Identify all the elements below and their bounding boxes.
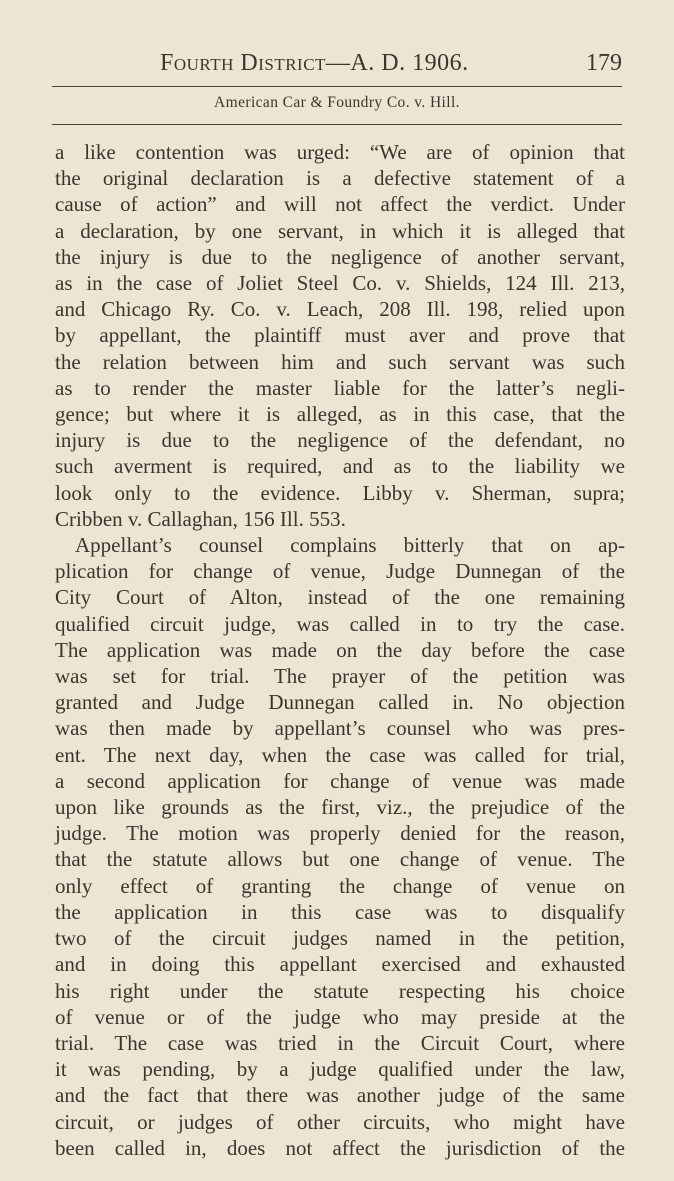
body-text	[55, 139, 625, 1161]
text-line: such averment is required, and as to the liability we	[55, 454, 625, 479]
text-line: and Chicago Ry. Co. v. Leach, 208 Ill. 198, relied upon	[55, 297, 625, 322]
text-line: City Court of Alton, instead of the one remaining	[55, 585, 625, 610]
text-line: two of the circuit judges named in the petition,	[55, 926, 625, 951]
text-line: a second application for change of venue was made	[55, 768, 625, 793]
text-line: cause of action” and will not affect the verdict. Under	[55, 192, 625, 217]
subheader-rule	[52, 124, 622, 125]
text-line: a declaration, by one servant, in which it is alleged that	[55, 218, 625, 243]
text-line: circuit, or judges of other circuits, who might have	[55, 1109, 625, 1134]
header-rule	[52, 86, 622, 87]
text-line: by appellant, the plaintiff must aver and prove that	[55, 323, 625, 348]
text-line: upon like grounds as the first, viz., the prejudice of the	[55, 795, 625, 820]
text-line: plication for change of venue, Judge Dunnegan of the	[55, 559, 625, 584]
text-line: The application was made on the day before the case	[55, 637, 625, 662]
text-line: his right under the statute respecting his choice	[55, 978, 625, 1003]
text-line: was set for trial. The prayer of the petition was	[55, 664, 625, 689]
text-line: that the statute allows but one change of venue. The	[55, 847, 625, 872]
text-line: as in the case of Joliet Steel Co. v. Shields, 124 Ill. 213,	[55, 271, 625, 296]
text-line: look only to the evidence. Libby v. Sherman, supra;	[55, 480, 625, 505]
text-line: the application in this case was to disqualify	[55, 899, 625, 924]
page-number: 179	[586, 50, 622, 76]
text-line: the original declaration is a defective statement of a	[55, 166, 625, 191]
text-line: Appellant’s counsel complains bitterly that on ap-	[75, 533, 625, 558]
text-line: of venue or of the judge who may preside at the	[55, 1004, 625, 1029]
text-line: the relation between him and such servant was such	[55, 349, 625, 374]
text-line: been called in, does not affect the jurisdiction of the	[55, 1135, 625, 1160]
text-line: ent. The next day, when the case was called for trial,	[55, 742, 625, 767]
text-line: Cribben v. Callaghan, 156 Ill. 553.	[55, 506, 346, 531]
text-line: judge. The motion was properly denied for the reason,	[55, 821, 625, 846]
text-line: the injury is due to the negligence of another servant,	[55, 244, 625, 269]
text-line: injury is due to the negligence of the defendant, no	[55, 428, 625, 453]
text-line: a like contention was urged: “We are of opinion that	[55, 140, 625, 164]
text-line: it was pending, by a judge qualified under the law,	[55, 1057, 625, 1082]
text-line: and in doing this appellant exercised and exhausted	[55, 952, 625, 977]
case-title: American Car & Foundry Co. v. Hill.	[214, 94, 460, 111]
text-line: and the fact that there was another judge of the same	[55, 1083, 625, 1108]
running-title: Fourth District—A. D. 1906.	[160, 50, 469, 76]
text-line: as to render the master liable for the latter’s negli-	[55, 375, 625, 400]
text-line: trial. The case was tried in the Circuit Court, where	[55, 1030, 625, 1055]
text-line: was then made by appellant’s counsel who was pres-	[55, 716, 625, 741]
text-line: qualified circuit judge, was called in to try the case.	[55, 611, 625, 636]
text-line: gence; but where it is alleged, as in this case, that the	[55, 402, 625, 427]
text-line: granted and Judge Dunnegan called in. No objection	[55, 690, 625, 715]
text-line: only effect of granting the change of venue on	[55, 873, 625, 898]
